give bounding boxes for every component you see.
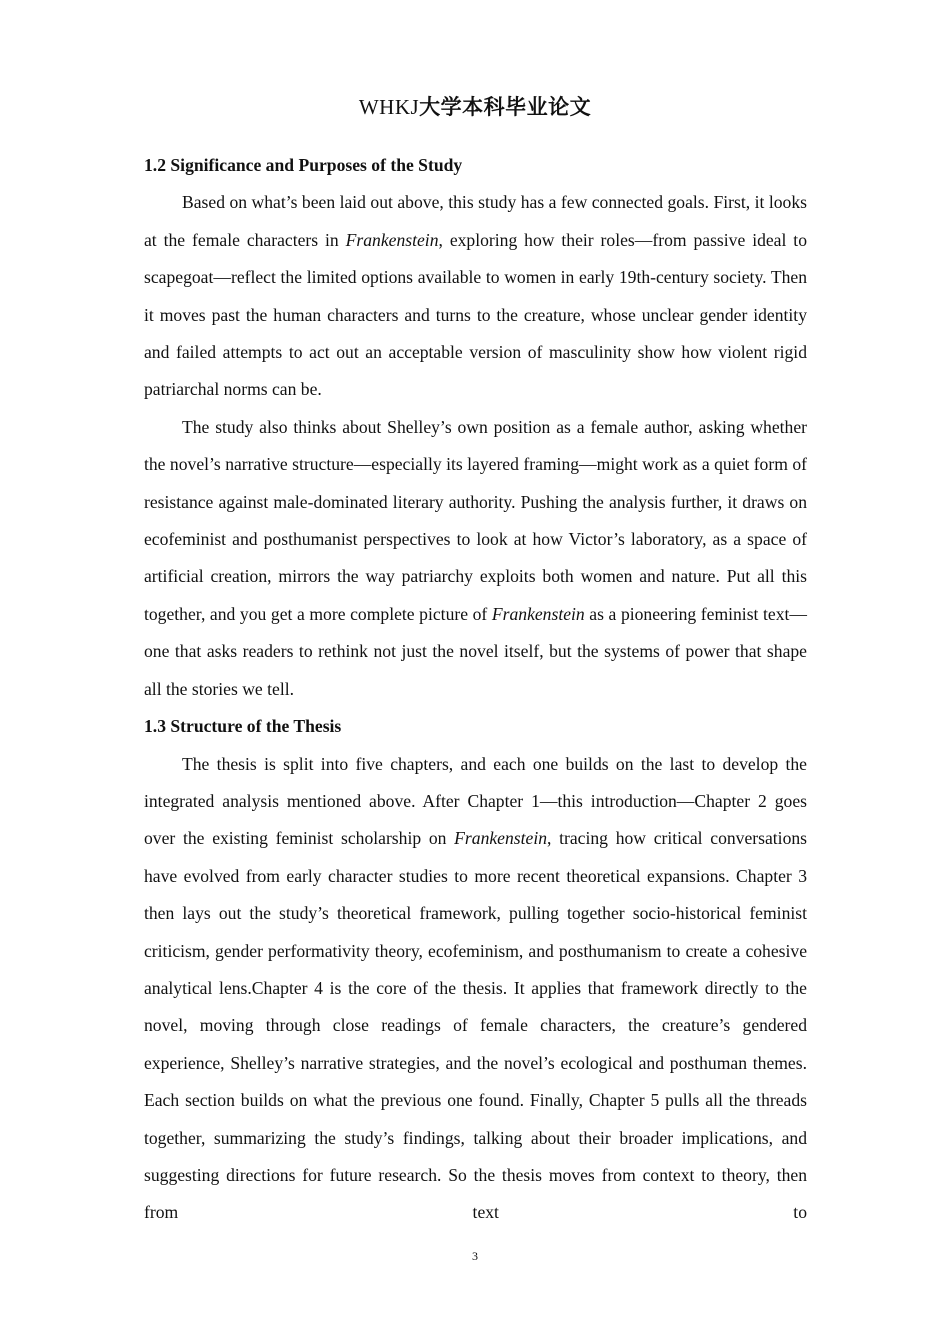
text-run: The study also thinks about Shelley’s own position as a female author, asking whether the novel’s narrative structure—especially its layered framing—might work as a quiet form of resistance against male-dominated literary authority. Pushing the analysis further, it draws on ecofeminist and posthumanist perspectives to look at how Victor’s laboratory, as a space of artificial creation, mirrors the way patriarchy exploits both women and nature. Put all this together, and you get a more complete picture of <box>144 416 807 624</box>
paragraph-purposes-2 <box>144 409 807 708</box>
paragraph-structure-1 <box>144 746 807 1232</box>
italic-title: Frankenstein <box>454 828 548 849</box>
text-run: Based on what’s been laid out above, this study has a few connected goals. First, it looks at the female characters in <box>144 192 807 250</box>
text-run: The thesis is split into five chapters, and each one builds on the last to develop the integrated analysis mentioned above. After Chapter 1—this introduction—Chapter 2 goes over the existing feminist scholarship on <box>144 753 807 849</box>
body-text <box>144 147 807 1232</box>
paragraph-purposes-1 <box>144 184 807 408</box>
italic-title: Frankenstein <box>345 229 439 250</box>
italic-title: Frankenstein <box>491 603 585 624</box>
page-number: 3 <box>472 1249 478 1263</box>
text-run: as a pioneering feminist text—one that asks readers to rethink not just the novel itself, but the systems of power that shape all the stories we tell. <box>144 603 807 699</box>
section-heading-1-3: 1.3 Structure of the Thesis <box>144 716 342 737</box>
text-run: , tracing how critical conversations have evolved from early character studies to more recent theoretical expansions. Chapter 3 then lays out the study’s theoretical framework, pulling together socio-historical feminist criticism, gender performativity theory, ecofeminism, and posthumanism to create a cohesive analytical lens.Chapter 4 is the core of the thesis. It applies that framework directly to the novel, moving through close readings of female characters, the creature’s gendered experience, Shelley’s narrative strategies, and the novel’s ecological and posthuman themes. Each section builds on what the previous one found. Finally, Chapter 5 pulls all the threads together, summarizing the study’s findings, talking about their broader implications, and suggesting directions for future research. So the thesis moves from context to theory, then from text to <box>144 828 808 1223</box>
text-run: , exploring how their roles—from passive ideal to scapegoat—reflect the limited options available to women in early 19th-century society. Then it moves past the human characters and turns to the creature, whose unclear gender identity and failed attempts to act out an acceptable version of masculinity show how violent rigid patriarchal norms can be. <box>144 229 807 400</box>
header-thesis-label: 大学本科毕业论文 <box>419 95 592 119</box>
header-university-code: WHKJ <box>358 95 420 119</box>
running-header <box>0 92 950 122</box>
section-heading-1-2: 1.2 Significance and Purposes of the Study <box>144 155 463 175</box>
